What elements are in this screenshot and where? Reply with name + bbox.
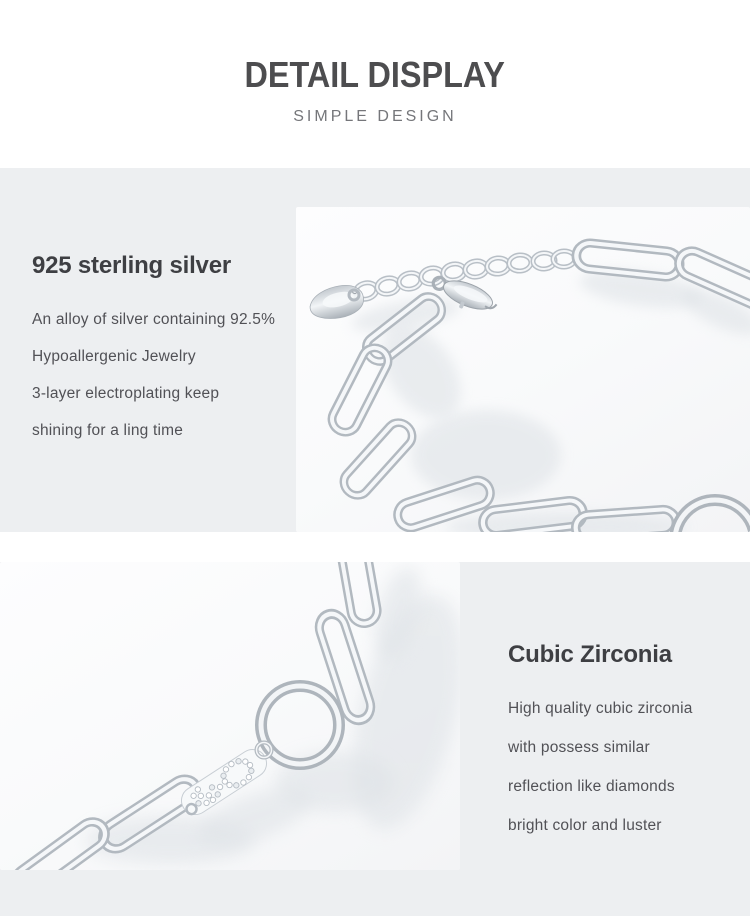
bracelet-photo-charm xyxy=(0,562,460,870)
bracelet-clasp-illustration xyxy=(296,207,750,532)
sterling-silver-text-block xyxy=(32,252,302,458)
detail-line: with possess similar xyxy=(508,739,650,756)
detail-line: reflection like diamonds xyxy=(508,778,675,795)
bracelet-charm-illustration xyxy=(0,562,460,870)
section-cubic-zirconia xyxy=(0,562,750,916)
detail-line: Hypoallergenic Jewelry xyxy=(32,348,196,365)
section-heading: 925 sterling silver xyxy=(32,252,231,279)
section-sterling-silver xyxy=(0,168,750,532)
detail-line: An alloy of silver containing 92.5% xyxy=(32,311,276,328)
section-heading: Cubic Zirconia xyxy=(508,641,672,668)
bracelet-photo-clasp xyxy=(296,207,750,532)
detail-line: bright color and luster xyxy=(508,817,662,834)
cubic-zirconia-text-block xyxy=(508,641,738,855)
circle-link xyxy=(675,500,750,532)
page-title: DETAIL DISPLAY xyxy=(244,54,506,95)
detail-line: 3-layer electroplating keep xyxy=(32,385,220,402)
page-subtitle: SIMPLE DESIGN xyxy=(293,108,457,125)
detail-line: shining for a ling time xyxy=(32,422,184,439)
detail-line: High quality cubic zirconia xyxy=(508,700,693,717)
